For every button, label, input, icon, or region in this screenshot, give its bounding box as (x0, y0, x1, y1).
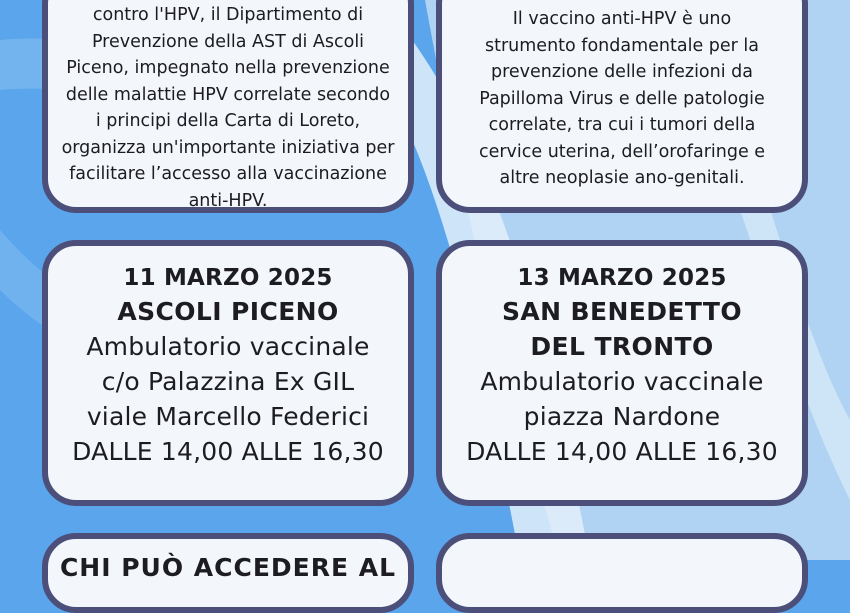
event-date: 13 MARZO 2025 (517, 265, 727, 291)
intro-left-line: facilitare l’accesso alla vaccinazione (69, 164, 387, 184)
intro-left-line: anti-HPV. (188, 190, 268, 211)
event-date: 11 MARZO 2025 (123, 265, 333, 291)
intro-right-line: cervice uterina, dell’orofaringe e (478, 141, 766, 162)
event-place: SAN BENEDETTO DEL TRONTO (501, 297, 743, 361)
event-hours: DALLE 14,00 ALLE 16,30 (72, 437, 384, 466)
intro-right-line: correlate, tra cui i tumori della (488, 115, 756, 135)
intro-right-line: prevenzione delle infezioni da (491, 62, 753, 82)
bottom-card-left (42, 533, 414, 613)
intro-card-right (436, 0, 808, 213)
event-detail: c/o Palazzina Ex GIL (101, 367, 355, 396)
intro-left-line: i principi della Carta di Loreto, (95, 111, 361, 131)
intro-right-line: Il vaccino anti-HPV è uno (512, 9, 732, 29)
event-detail: viale Marcello Federici (86, 402, 370, 431)
event-place: ASCOLI PICENO (117, 297, 339, 326)
event-detail: Ambulatorio vaccinale (480, 367, 764, 396)
event-detail: Ambulatorio vaccinale (86, 332, 370, 361)
intro-right-line: altre neoplasie ano-genitali. (499, 168, 745, 188)
intro-right-line: Papilloma Virus e delle patologie (479, 88, 765, 109)
intro-card-left (42, 0, 414, 213)
bottom-card-right (436, 533, 808, 613)
event-card-san-benedetto (436, 240, 808, 506)
event-detail: piazza Nardone (523, 402, 721, 431)
bottom-card-title: CHI PUÒ ACCEDERE AL (59, 553, 397, 582)
intro-right-line: strumento fondamentale per la (485, 35, 759, 56)
event-card-ascoli (42, 240, 414, 506)
intro-left-line: Piceno, impegnato nella prevenzione (66, 58, 390, 78)
intro-left-line: contro l'HPV, il Dipartimento di (92, 5, 364, 25)
intro-left-line: Prevenzione della AST di Ascoli (91, 31, 365, 52)
event-hours: DALLE 14,00 ALLE 16,30 (466, 437, 778, 466)
intro-left-line: organizza un'importante iniziativa per (61, 137, 395, 158)
intro-left-line: delle malattie HPV correlate secondo (65, 84, 391, 105)
